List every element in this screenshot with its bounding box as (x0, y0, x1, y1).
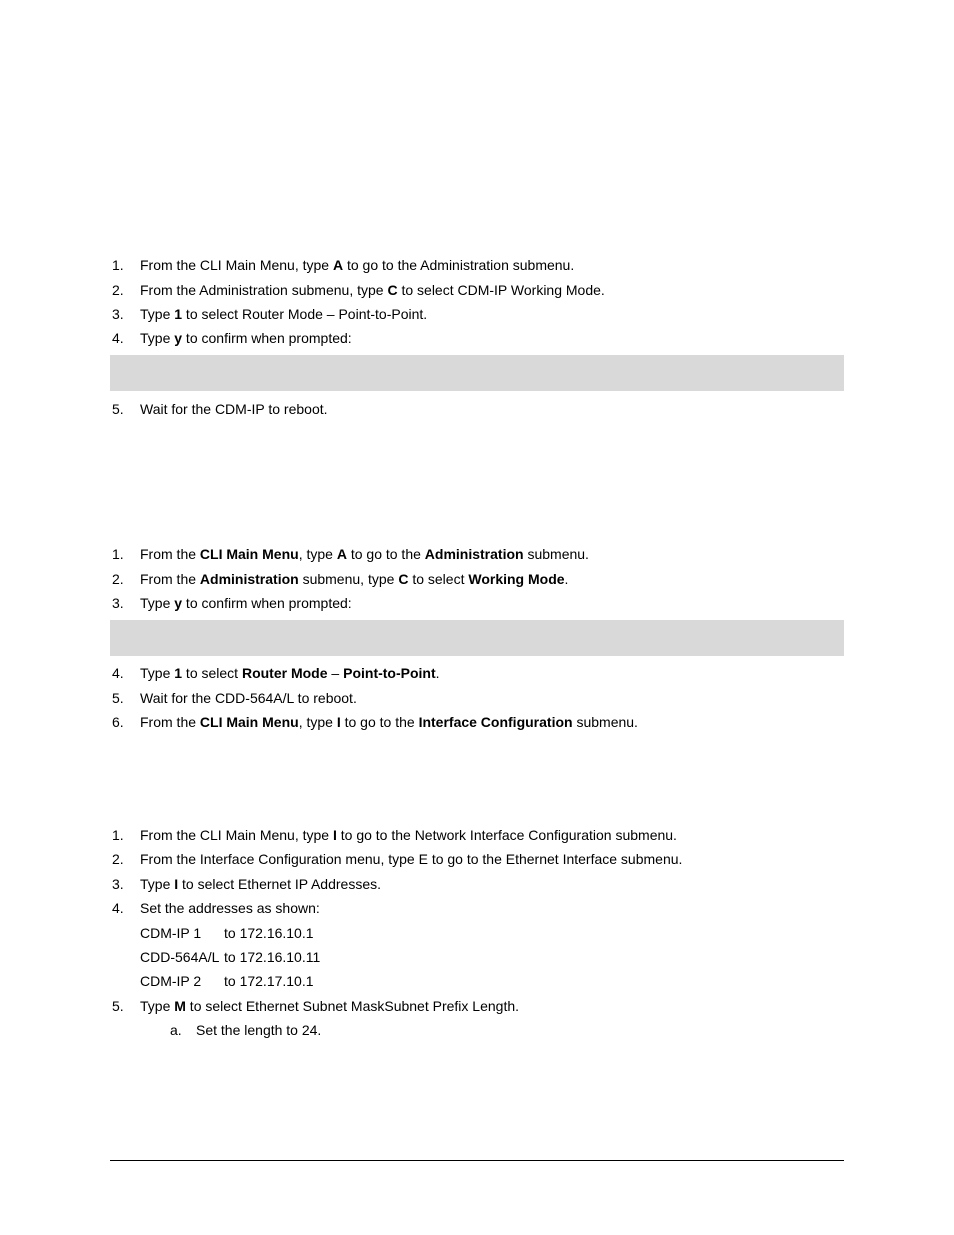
step-number: 6. (112, 714, 124, 730)
address-value: to 172.16.10.1 (224, 925, 314, 941)
step-text: Set the addresses as shown: (140, 900, 320, 916)
step-text: From the Interface Configuration menu, type E to go to the Ethernet Interface submenu. (140, 851, 683, 867)
address-value: to 172.16.10.11 (224, 949, 321, 965)
step-text: Type y to confirm when prompted: (140, 595, 352, 611)
step-number: 1. (112, 546, 124, 562)
step-text: From the CLI Main Menu, type A to go to the Administration submenu. (140, 546, 589, 562)
step-number: 4. (112, 900, 124, 916)
prompt-box (110, 355, 844, 391)
address-row (140, 971, 314, 991)
step-text: Wait for the CDD-564A/L to reboot. (140, 690, 357, 706)
step-number: 1. (112, 827, 124, 843)
address-row (140, 947, 320, 967)
step-number: 5. (112, 998, 124, 1014)
step-text: Type y to confirm when prompted: (140, 330, 352, 346)
address-device: CDM-IP 2 (140, 973, 202, 989)
substep-letter: a. (170, 1022, 182, 1038)
step-text: From the Administration submenu, type C to select CDM-IP Working Mode. (140, 282, 605, 298)
substep-text: Set the length to 24. (196, 1022, 322, 1038)
step-number: 2. (112, 851, 124, 867)
step-text: From the CLI Main Menu, type I to go to the Network Interface Configuration submenu. (140, 827, 677, 843)
step-text: Wait for the CDM-IP to reboot. (140, 401, 328, 417)
step-text: From the CLI Main Menu, type A to go to the Administration submenu. (140, 257, 575, 273)
prompt-box (110, 620, 844, 656)
step-number: 4. (112, 330, 124, 346)
step-number: 5. (112, 690, 124, 706)
step-number: 1. (112, 257, 124, 273)
address-device: CDM-IP 1 (140, 925, 202, 941)
step-number: 2. (112, 571, 124, 587)
footer-divider (110, 1160, 844, 1161)
address-row (140, 923, 314, 943)
step-text: Type 1 to select Router Mode – Point-to-Point. (140, 306, 428, 322)
step-number: 5. (112, 401, 124, 417)
address-device: CDD-564A/L (140, 949, 220, 965)
step-text: Type 1 to select Router Mode – Point-to-Point. (140, 665, 440, 681)
step-text: Type I to select Ethernet IP Addresses. (140, 876, 381, 892)
step-text: Type M to select Ethernet Subnet MaskSubnet Prefix Length. (140, 998, 520, 1014)
step-text: From the Administration submenu, type C to select Working Mode. (140, 571, 569, 587)
step-text: From the CLI Main Menu, type I to go to the Interface Configuration submenu. (140, 714, 638, 730)
step-number: 3. (112, 595, 124, 611)
step-number: 3. (112, 306, 124, 322)
step-number: 2. (112, 282, 124, 298)
step-number: 4. (112, 665, 124, 681)
address-value: to 172.17.10.1 (224, 973, 314, 989)
step-number: 3. (112, 876, 124, 892)
